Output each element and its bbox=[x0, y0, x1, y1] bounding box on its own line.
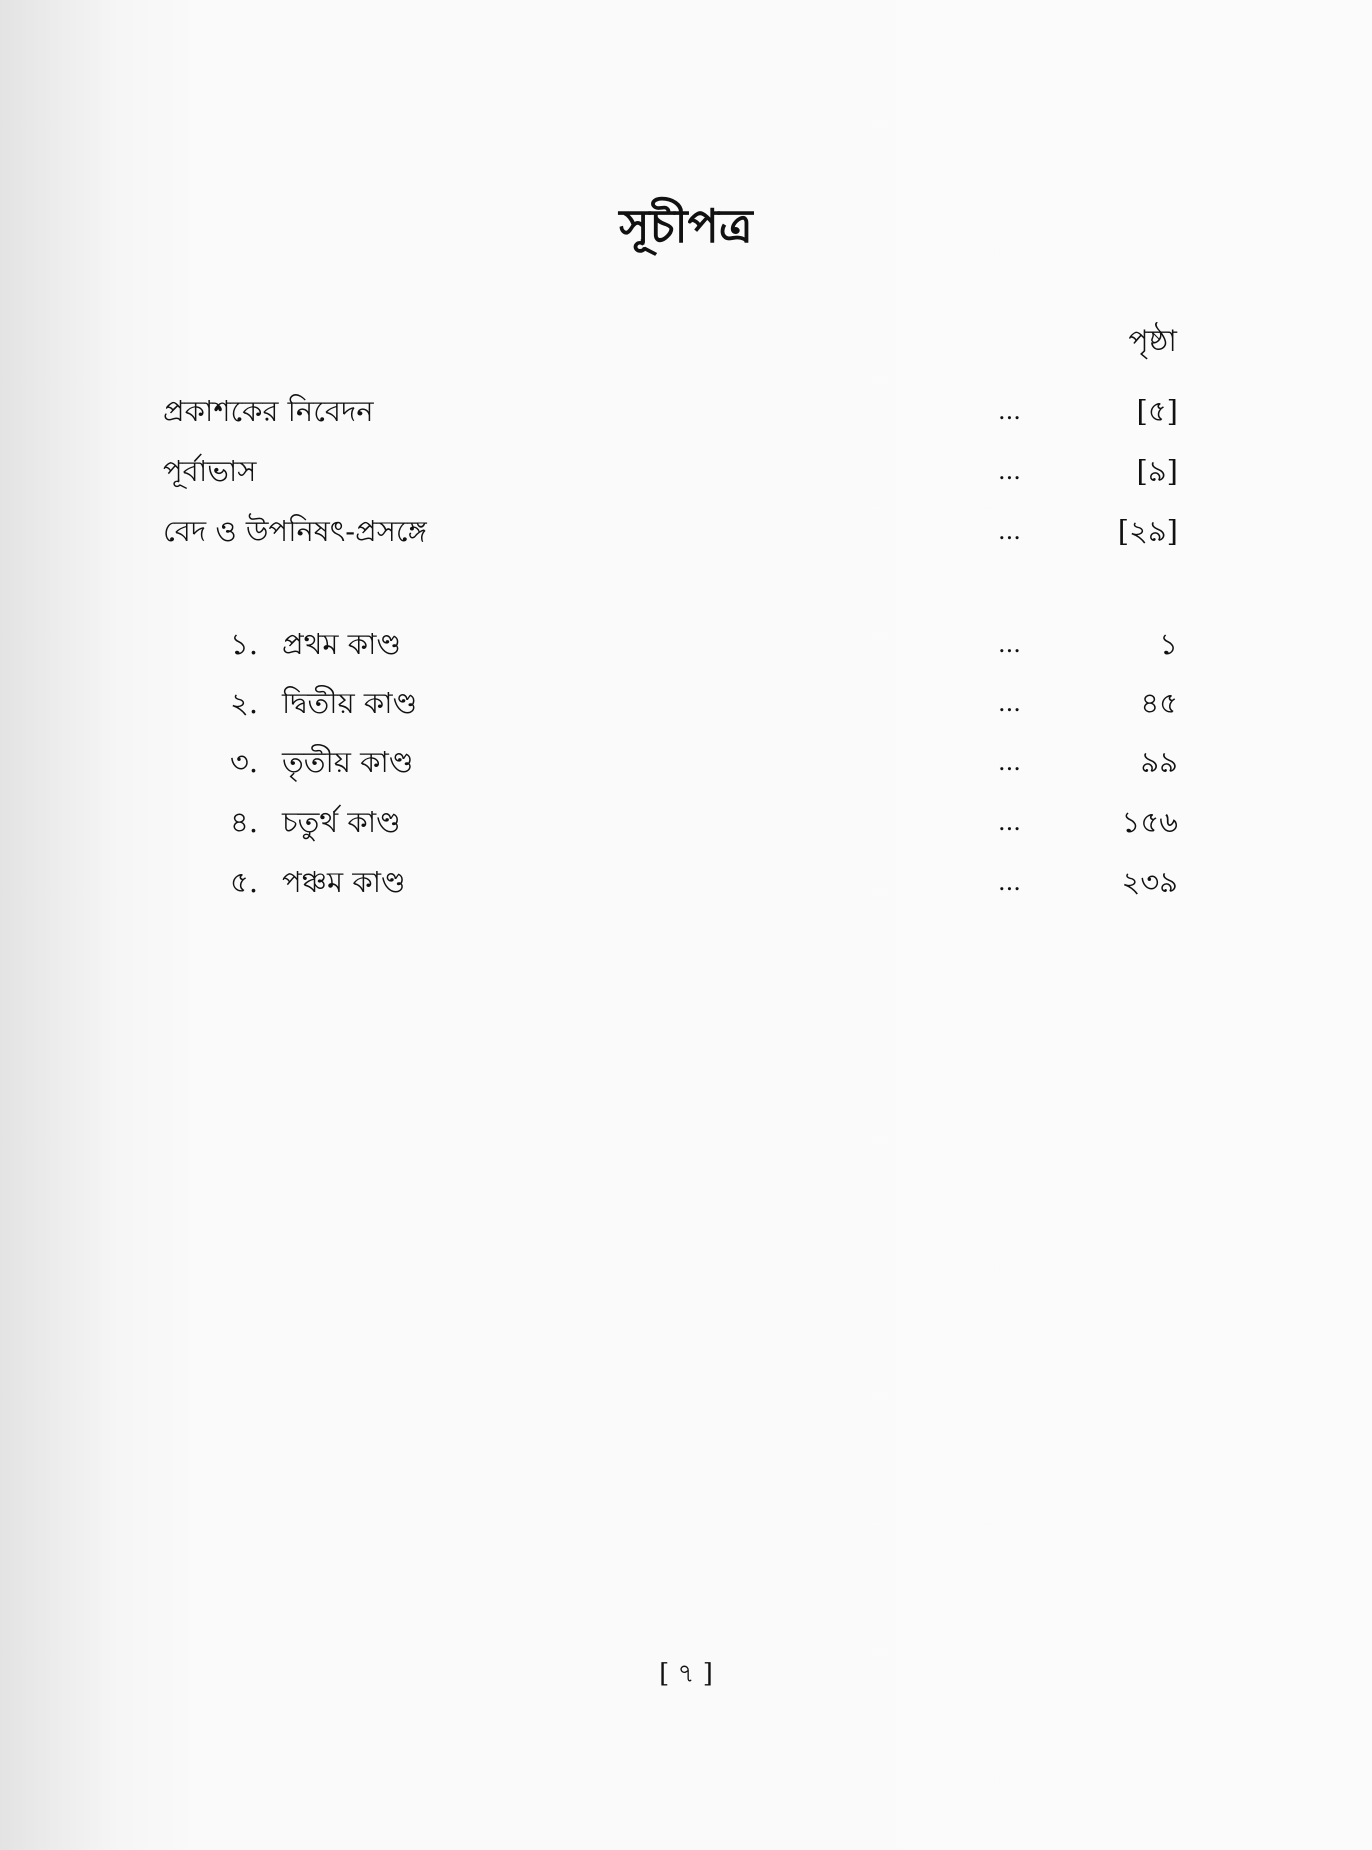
toc-chapter-entry bbox=[230, 622, 1178, 666]
toc-leader-dots: ... bbox=[998, 748, 1021, 776]
toc-entry-title: প্রকাশকের নিবেদন bbox=[163, 394, 374, 428]
toc-chapter-number: ৪. bbox=[230, 805, 259, 839]
toc-entry-page: [৫] bbox=[1136, 394, 1178, 428]
toc-chapter-number: ৫. bbox=[230, 865, 259, 899]
toc-chapter-page: ৪৫ bbox=[1140, 686, 1178, 720]
toc-chapter-title: চতুর্থ কাণ্ড bbox=[282, 805, 401, 839]
toc-chapter-entry bbox=[230, 740, 1178, 784]
toc-chapter-entry bbox=[230, 681, 1178, 725]
toc-chapter-title: প্রথম কাণ্ড bbox=[282, 627, 402, 661]
toc-chapter-number: ৩. bbox=[230, 745, 259, 779]
toc-leader-dots: ... bbox=[998, 457, 1021, 485]
toc-entry bbox=[163, 389, 1178, 433]
toc-chapter-number: ১. bbox=[230, 627, 259, 661]
toc-chapter-title: পঞ্চম কাণ্ড bbox=[282, 865, 406, 899]
toc-chapter-title: তৃতীয় কাণ্ড bbox=[282, 745, 414, 779]
toc-leader-dots: ... bbox=[998, 517, 1021, 545]
toc-chapter-page: ৯৯ bbox=[1140, 745, 1178, 779]
toc-entry-title: পূর্বাভাস bbox=[163, 454, 257, 488]
toc-chapter-page: ১ bbox=[1159, 627, 1178, 661]
toc-entry-page: [২৯] bbox=[1117, 514, 1178, 548]
toc-leader-dots: ... bbox=[998, 397, 1021, 425]
page-title: সূচীপত্র bbox=[619, 199, 753, 253]
toc-chapter-page: ২৩৯ bbox=[1121, 865, 1178, 899]
toc-leader-dots: ... bbox=[998, 689, 1021, 717]
toc-chapter-entry bbox=[230, 860, 1178, 904]
toc-chapter-number: ২. bbox=[230, 686, 259, 720]
footer-page-number: [ ৭ ] bbox=[659, 1659, 713, 1689]
toc-entry bbox=[163, 449, 1178, 493]
toc-chapter-title: দ্বিতীয় কাণ্ড bbox=[282, 686, 418, 720]
toc-entry bbox=[163, 509, 1178, 553]
page-column-header: পৃষ্ঠা bbox=[1128, 324, 1177, 359]
toc-entry-title: বেদ ও উপনিষৎ-প্রসঙ্গে bbox=[163, 514, 427, 548]
toc-chapter-entry bbox=[230, 800, 1178, 844]
toc-leader-dots: ... bbox=[998, 808, 1021, 836]
toc-entry-page: [৯] bbox=[1136, 454, 1178, 488]
toc-chapter-page: ১৫৬ bbox=[1121, 805, 1178, 839]
toc-leader-dots: ... bbox=[998, 630, 1021, 658]
toc-leader-dots: ... bbox=[998, 868, 1021, 896]
